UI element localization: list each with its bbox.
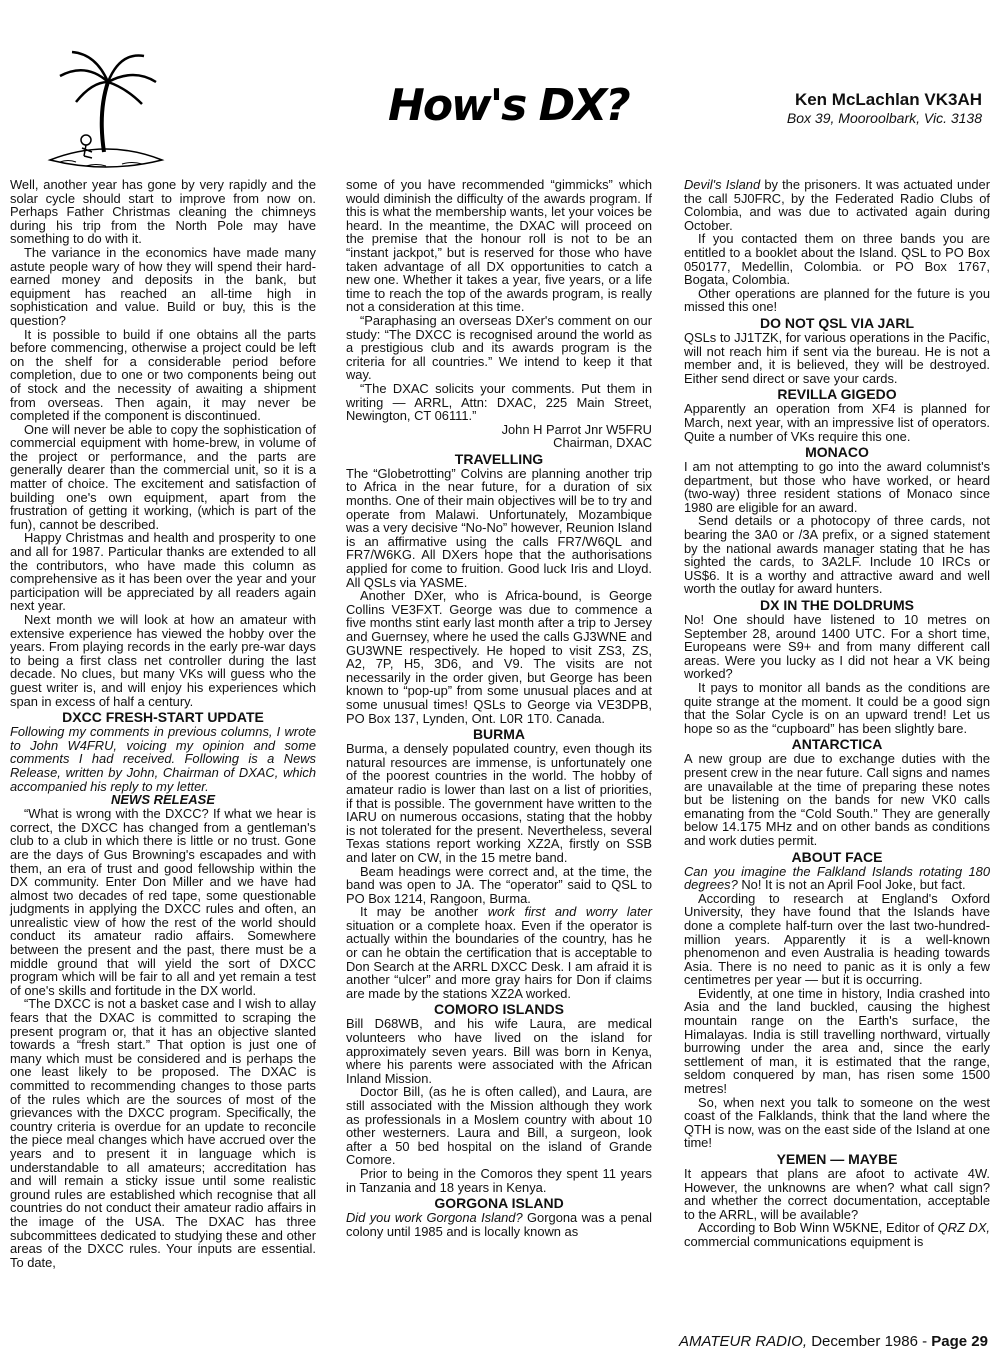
italic-run: Can you imagine the Falkland Islands rotating 180 degrees? — [684, 863, 990, 893]
paragraph: It appears that plans are afoot to activate 4W. However, the unknowns are when? what call sign? and whether the correct documentation, acceptable to the ARRL, will be available? — [684, 1166, 990, 1222]
paragraph — [684, 1221, 990, 1248]
author-address: Box 39, Mooroolbark, Vic. 3138 — [786, 110, 982, 126]
section-heading: TRAVELLING — [454, 450, 544, 467]
text-run: commercial communications equipment is — [684, 1233, 924, 1249]
page-footer — [679, 1333, 988, 1350]
paragraph: It is possible to build if one obtains all the parts before commencing, otherwise a project could be left on the shelf for a considerable period before completion, due to one or two components being out of stock and the necessity of awaiting a shipment from overseas. Then again, it may never be completed if the component is discontinued. — [10, 326, 316, 424]
section-heading: REVILLA GIGEDO — [777, 386, 897, 403]
intro-paragraph: Following my comments in previous columns, I wrote to John W4FRU, voicing my opinion and some comments I had received. Following is a News Release, written by John, Chairman of DXAC, which accompanied his reply to my letter. — [10, 724, 316, 794]
subheading: NEWS RELEASE — [110, 792, 215, 808]
text-run: situation or a complete hoax. Even if the operator is actually within the boundaries of the country, has he or can he obtain the certification that is acceptable to Don Search at the ARRL DXCC Desk. I am afraid it is another “ulcer” and more gray hairs for Don if claims are made by the stations XZ2A worked. — [346, 917, 652, 1001]
paragraph: Another DXer, who is Africa-bound, is George Collins VE3FXT. George was due to commence a five months stint early last month after a trip to Jersey and Guernsey, where he used the calls GJ3WNE and GU3WNE respectively. He hoped to visit ZS3, ZS, A2, 7P, H5, 3D6, and V9. The visits are not necessarily in the order given, but George has been known to “pop-up” from some unusual places and at some unusual times! QSLs to George via VE3DPB, PO Box 137, Lynden, Ont. L0R 1T0. Canada. — [346, 588, 652, 726]
column-title: How's DX? — [388, 80, 629, 131]
paragraph: Other operations are planned for the future is you missed this one! — [684, 285, 990, 315]
paragraph: “The DXAC solicits your comments. Put them in writing — ARRL, Attn: DXAC, 225 Main Street, Newington, CT 06111.” — [346, 380, 652, 424]
page-number: Page 29 — [931, 1333, 988, 1350]
signature-name: John H Parrot Jnr W5FRU — [501, 421, 652, 437]
paragraph: One will never be able to copy the sophistication of commercial equipment with home-brew, in volume of the project or performance, and the parts are generally dearer than the commercial unit, so it is a matter of choice. The excitement and satisfaction of building one's own equipment, apart from the frustration of getting it working, (which is part of the fun), cannot be described. — [10, 421, 316, 532]
paragraph: “What is wrong with the DXCC? If what we hear is correct, the DXCC has changed from a gentleman's club to a club in which there is little or no trust. Gone are the days of Gus Browning's escapades and with them, an era of trust and good fellowship within the DX community. Enter Don Miller and we have had almost two decades of red tape, some questionable judgments in applying the DXCC rules and often, an unrealistic view of how the rest of the world should conduct its amateur radio affairs. Somewhere between the present and the past, there must be a middle ground that will yield the sort of DXCC program which will be fair to all and yet remain a test of one's skills and fortitude in the DX world. — [10, 806, 316, 998]
paragraph: some of you have recommended “gimmicks” which would diminish the difficulty of the awards program. If this is what the membership wants, let your voices be heard. In the meantime, the DXAC will proceed on the premise that the honour roll is not to be an “instant jackpot,” but is reserved for those who have taken advantage of all DX opportunities to catch a new one. Whether it takes a year, five years, or a life time to reach the top of the awards program, is really not a consideration at this time. — [346, 177, 652, 315]
section-heading: DX IN THE DOLDRUMS — [760, 597, 914, 614]
column-1 — [10, 178, 316, 1269]
paragraph: It pays to monitor all bands as the conditions are quite strange at the moment. It could be a good sign that the Solar Cycle is on an upward trend! Let us hope so as the “cupboard” has been slightly bare. — [684, 680, 990, 736]
paragraph: A new group are due to exchange duties with the present crew in the near future. Call signs and names are unavailable at the time of preparing these notes but be listening on the bands for new VK0 calls emanating from the “Cold South.” They are generally below 14.175 MHz and on other bands as conditions and work duties permit. — [684, 751, 990, 848]
paragraph — [346, 905, 652, 1000]
column-2 — [346, 178, 652, 1238]
text-run: by the prisoners. It was actuated under the call 5J0FRC, by the Federated Radio Clubs of Colombia, and was due to activated again during October. — [684, 177, 990, 233]
section-heading: YEMEN — MAYBE — [776, 1151, 898, 1167]
italic-run: work first and worry later — [487, 904, 652, 920]
castaway-island-illustration — [46, 42, 166, 174]
paragraph: Send details or a photocopy of three cards, not bearing the 3A0 or /3A prefix, or a signed statement by the national awards manager stating that he has sighted the cards, to 3A2LF. Include 10 IRCs or US$6. It is a worthy and attractive award and well worth the outlay for award hunters. — [684, 513, 990, 597]
section-heading: ABOUT FACE — [791, 848, 883, 865]
italic-run: QRZ DX, — [937, 1220, 991, 1236]
signature-title: Chairman, DXAC — [553, 435, 652, 451]
italic-run: Devil's Island — [684, 177, 761, 192]
paragraph: Bill D68WB, and his wife Laura, are medical volunteers who have lived on the island for approximately seven years. Bill was born in Kenya, where his parents were associated with the African Inland Mission. — [346, 1016, 652, 1086]
column-3 — [684, 178, 990, 1249]
section-heading: DO NOT QSL VIA JARL — [759, 314, 914, 331]
paragraph: Burma, a densely populated country, even though its natural resources are immense, is unfortunately one of the poorest countries in the world. The hobby of amateur radio is lower than last on a list of priorities, if that is possible. The government have written to the IARU on numerous occasions, stating that the hobby is not tolerated for the present. Nevertheless, several Texas stations report working XZ2A, firstly on SSB and later on CW, in the 15 metre band. — [346, 741, 652, 865]
paragraph: Evidently, at one time in history, India crashed into Asia and the land buckled, causing the highest mountain range on the Earth's surface, the Himalayas. India is still travelling northward, virtually burrowing under the area and, since the early settlement of man, it is estimated that the range, seldom conquered by man, has risen some 1500 metres! — [684, 985, 990, 1097]
paragraph: The “Globetrotting” Colvins are planning another trip to Africa in the near future, for a duration of six months. One of their main objectives will be to try and operate from Malawi. Unfortunately, Mozambique was a very decisive “No-No” however, Reunion Island is an affirmative using the calls FR7/W6QL and FR7/W6KG. All DXers hope that the authorisations applied for come to fruition. Good luck Iris and Lloyd. All QSLs via YASME. — [346, 465, 652, 590]
paragraph: “Paraphasing an overseas DXer's comment on our study: “The DXCC is recognised around the world as a prestigious club and its awards program is the criteria for all countries.” We intend to keep it that way. — [346, 312, 652, 383]
text-run: It may be another — [360, 904, 488, 920]
italic-run: Did you work Gorgona Island? — [346, 1210, 523, 1226]
paragraph: The variance in the economics have made many astute people wary of how they will spend their hard-earned money and deposits in the bank, but equipment has reached an all-time high in sophistication and value. Build or buy, this is the question? — [10, 244, 316, 328]
text-run: Gorgona was a penal colony until 1985 and is locally known as — [346, 1210, 652, 1239]
author-name: Ken McLachlan VK3AH — [794, 90, 982, 109]
section-heading: BURMA — [472, 726, 526, 743]
magazine-name: AMATEUR RADIO, — [678, 1333, 808, 1350]
issue-date: December 1986 - — [811, 1333, 928, 1350]
paragraph — [684, 178, 990, 232]
paragraph: Happy Christmas and health and prosperity to one and all for 1987. Particular thanks are extended to all the contributors, who have made this column as comprehensive as it has been over the year and your participation will be appreciated by all readers again next year. — [10, 530, 316, 614]
section-heading: ANTARCTICA — [791, 736, 883, 753]
paragraph: “The DXCC is not a basket case and I wish to allay fears that the DXAC is committed to scraping the present program or, that it has an objective slanted towards a “fresh start.” That option is just one of many which must be considered and is perhaps the one least likely to be proposed. The DXAC is committed to recommending changes to those parts of the rules which are the sources of most of the grievances with the DXCC program. Specifically, the country criteria is overdue for an update to reconcile the piece meal changes which have accrued over the years and to present it in language which is understandable to all amateurs; accreditation has and will remain a sticky issue until some realistic ground rules are established which recognise that all countries do not conduct their amateur radio affairs in the image of the USA. The DXAC has three subcommittees dedicated to studying these and other areas of the DXCC rules. Your inputs are essential. To date, — [10, 996, 316, 1270]
paragraph: If you contacted them on three bands you are entitled to a booklet about the Island. QSL to PO Box 050177, Medellin, Colombia. or PO Box 1767, Bogata, Colombia. — [684, 231, 990, 288]
section-heading: MONACO — [805, 444, 869, 461]
paragraph: Well, another year has gone by very rapidly and the solar cycle should start to improve from now on. Perhaps Father Christmas cleaning the chimneys during his trip from the North Pole may have something to do with it. — [10, 177, 316, 247]
paragraph: Doctor Bill, (as he is often called), and Laura, are still associated with the Mission although they work as professionals in a Moslem country with about 10 other westerners. Laura and Bill, a surgeon, look after a 50 bed hospital on the island of Grande Comore. — [346, 1084, 652, 1168]
paragraph — [684, 865, 990, 892]
paragraph: Apparently an operation from XF4 is planned for March, next year, with an impressive list of operators. Quite a number of VKs require this one. — [684, 401, 990, 444]
paragraph: Beam headings were correct and, at the time, the band was open to JA. The “operator” said to QSL to PO Box 1214, Rangoon, Burma. — [346, 863, 652, 906]
paragraph: No! One should have listened to 10 metres on September 28, around 1400 UTC. For a short time, Europeans were S9+ and from many different call areas. Were you lucky as I did not hear a VK being worked? — [684, 612, 990, 682]
author-block — [787, 90, 982, 126]
text-run: According to Bob Winn W5KNE, Editor of — [698, 1220, 938, 1236]
section-heading: COMORO ISLANDS — [434, 1001, 564, 1018]
text-run: No! It is not an April Fool Joke, but fact. — [737, 877, 966, 893]
paragraph: Prior to being in the Comoros they spent 11 years in Tanzania and 18 years in Kenya. — [346, 1165, 652, 1195]
paragraph: According to research at England's Oxford University, they have found that the Islands have done a complete half-turn over the last two-hundred-million years. Apparently it is a well-known phenomenon and even Australia is heading towards Asia. There is no need to panic as it is only a few centimetres per year — but it is occurring. — [684, 890, 990, 988]
paragraph: So, when next you talk to someone on the west coast of the Falklands, think that the land where the QTH is now, was on the east side of the Island at one time! — [684, 1094, 990, 1151]
section-heading: DXCC FRESH-START UPDATE — [62, 709, 264, 726]
paragraph: QSLs to JJ1TZK, for various operations in the Pacific, will not reach him if sent via the bureau. He is not a member and, it is believed, they will be destroyed. Either send direct or save your cards. — [684, 329, 990, 386]
paragraph: Next month we will look at how an amateur with extensive experience has viewed the hobby over the years. From playing records in the early pre-war days to being a first class net controller during the last decade. No clues, but many VKs will guess who the guest writer is, and will enjoy his experiences which span in excess of half a century. — [10, 612, 316, 709]
paragraph — [346, 1211, 652, 1238]
paragraph: I am not attempting to go into the award columnist's department, but those who have worked, or heard (two-way) three resident stations of Monaco since 1980 are eligible for an award. — [684, 459, 990, 515]
section-heading: GORGONA ISLAND — [434, 1195, 564, 1212]
